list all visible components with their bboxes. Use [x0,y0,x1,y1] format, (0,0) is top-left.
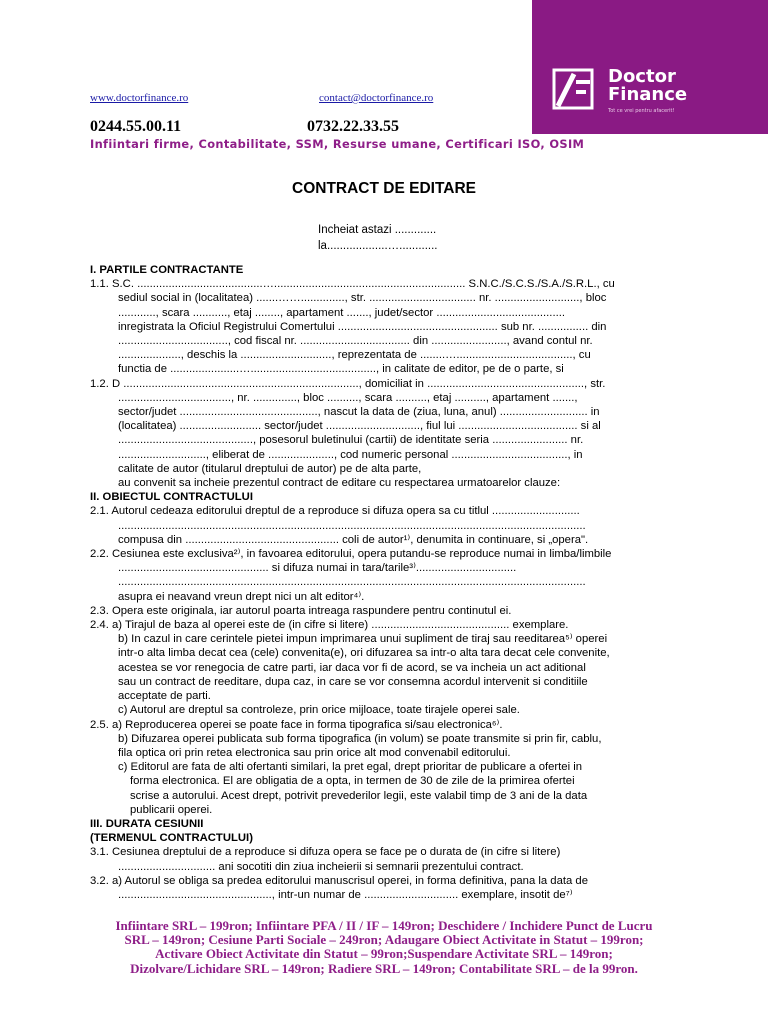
contract-line: 1.2. D ..........................................................................., domiciliat in .................................................., str. [90,377,606,390]
contract-line: ............................... ani socotiti din ziua incheierii si semnarii prezentului contract. [118,860,524,873]
contract-line: acceptate de parti. [118,690,211,703]
contract-line: c) Autorul are dreptul sa controleze, prin orice mijloace, toate tirajele operei sale. [118,704,520,717]
contract-line: b) In cazul in care cerintele pietei impun imprimarea unui supliment de tiraj sau reeditarea⁵⁾ operei [118,633,608,646]
concluded-place-line: la...................…............ [318,240,438,252]
contract-body [90,263,690,902]
contract-line: (localitatea) .......................... sector/judet .............................., fiul lui ...................................... si al [118,420,601,433]
contract-line: publicarii operei. [130,803,213,816]
contract-line: ..................................., cod fiscal nr. ................................... din ........................, avand contul nr. [118,335,593,348]
contract-line: scrise a autorului. Acest drept, potrivit prevederilor legii, este valabil timp de 3 ani de la data [130,789,588,802]
contract-line: 2.2. Cesiunea este exclusiva²⁾, in favoarea editorului, opera putandu-se reproduce numai in limba/limbile [90,548,612,561]
pricing-footer [0,919,768,976]
contract-line: asupra ei neavand vreun drept nici un alt editor⁴⁾. [118,590,365,603]
contract-line: fila optica ori prin retea electronica sau prin orice alt mod convenabil editorului. [118,746,511,759]
contract-line: 3.2. a) Autorul se obliga sa predea editorului manuscrisul operei, in forma definitiva, pana la data de [90,874,588,887]
contract-line: ............, scara ..........., etaj ........, apartament ......., judet/sector ......................................... [118,306,565,319]
contract-line: 2.1. Autorul cedeaza editorului dreptul de a reproduce si difuza opera sa cu titlul ............................ [90,505,580,518]
concluded-date-line: Incheiat astazi ............. [318,224,437,236]
contract-line: 2.5. a) Reproducerea operei se poate face in forma tipografica si/sau electronica⁶⁾. [90,718,503,731]
contract-line: sau un contract de reeditare, dupa caz, in care se vor consemna acordul intervenit si conditiile [118,675,588,688]
contract-line: 1.1. S.C. ........................................…............................................................. S.N.C./S.C.S./S.A./S.R.L., cu [90,278,615,291]
contract-line: au convenit sa incheie prezentul contract de editare cu respectarea urmatoarelor clauze: [118,477,561,490]
website-link[interactable]: www.doctorfinance.ro [90,92,189,104]
email-link[interactable]: contact@doctorfinance.ro [319,92,434,104]
contract-line: ..................................................................................................................................................... [118,519,586,532]
contract-line: c) Editorul are fata de alti ofertanti similari, la pret egal, drept prioritar de publicare a ofertei in [118,761,583,774]
contract-line: intr-o alta limba decat cea (cele) convenita(e), ori difuzarea sa intr-o alta tara decat cele convenite, [118,647,610,660]
contract-line: 3.1. Cesiunea dreptului de a reproduce si difuza opera se face pe o durata de (in cifre si litere) [90,846,561,859]
footer-line-4: Dizolvare/Lichidare SRL – 149ron; Radiere SRL – 149ron; Contabilitate SRL – de la 99ron. [130,960,638,976]
concluded-block [318,222,438,254]
contract-line: functia de ......................…........................................, in calitate de editor, pe de o parte, si [118,363,564,376]
contract-line: ...................., deschis la ............................., reprezentata de ........…....................................., cu [118,349,591,362]
services-tagline: Infiintari firme, Contabilitate, SSM, Resurse umane, Certificari ISO, OSIM [90,137,585,151]
contract-line: 2.4. a) Tirajul de baza al operei este de (in cifre si litere) ............................................ exemplare. [90,619,569,632]
phone-number-2: 0732.22.33.55 [307,118,399,135]
logo-line-1: Doctor [608,66,676,87]
contract-line: sediul social in (localitatea) .......…….............., str. .................................. nr. ..........................., bloc [118,292,607,305]
footer-line-3: Activare Obiect Activitate din Statut – 99ron;Suspendare Activitate SRL – 149ron; [155,946,613,962]
contract-line: ..................................................................................................................................................... [118,576,586,589]
logo-mark-icon [552,68,594,110]
contract-line: ................................................ si difuza numai in tara/tarile³⁾................................ [118,562,517,575]
logo-tagline: Tot ce vrei pentru afacerit! [608,108,675,114]
contract-line: ...................................., nr. .............., bloc .........., scara .........., etaj .........., apartament ......., [118,391,578,404]
logo-wordmark [608,68,687,104]
footer-line-2: SRL – 149ron; Cesiune Parti Sociale – 249ron; Adaugare Obiect Activitate in Statut – 199ron; [124,932,644,948]
phone-number-1: 0244.55.00.11 [90,118,182,135]
footer-line-1: Infiintare SRL – 199ron; Infiintare PFA / II / IF – 149ron; Deschidere / Inchidere Punct de Lucru [115,918,653,933]
section-heading: (TERMENUL CONTRACTULUI) [90,832,253,845]
contract-line: 2.3. Opera este originala, iar autorul poarta intreaga raspundere pentru continutul ei. [90,604,512,617]
doctor-finance-logo [532,0,768,134]
document-title: CONTRACT DE EDITARE [292,180,476,197]
contract-line: calitate de autor (titularul dreptului de autor) pe de alta parte, [118,462,422,475]
contract-line: ............................, eliberat de ....................., cod numeric personal ....................................., in [118,448,583,461]
contract-line: forma electronica. El are obligatia de a opta, in termen de 30 de zile de la primirea ofertei [130,775,575,788]
logo-line-2: Finance [608,84,688,105]
contract-line: inregistrata la Oficiul Registrului Comertului ................................................... sub nr. ................ din [118,320,607,333]
contract-line: sector/judet ............................................, nascut la data de (ziua, luna, anul) ............................ in [118,406,600,419]
contract-line: compusa din ................................................. coli de autor¹⁾, denumita in continuare, si „opera". [118,533,589,546]
contract-line: b) Difuzarea operei publicata sub forma tipografica (in volum) se poate transmite si prin fir, cablu, [118,732,602,745]
section-heading: I. PARTILE CONTRACTANTE [90,264,244,276]
contract-line: ................................................., intr-un numar de .............................. exemplare, insotit de⁷⁾ [118,888,573,901]
section-heading: III. DURATA CESIUNII [90,817,204,830]
contract-line: acestea se vor renegocia de catre parti, iar daca vor fi de acord, se va incheia un act aditional [118,661,586,674]
section-heading: II. OBIECTUL CONTRACTULUI [90,491,253,504]
contract-line: ..........................................., posesorul buletinului (cartii) de identitate seria ........................ nr. [118,434,584,447]
